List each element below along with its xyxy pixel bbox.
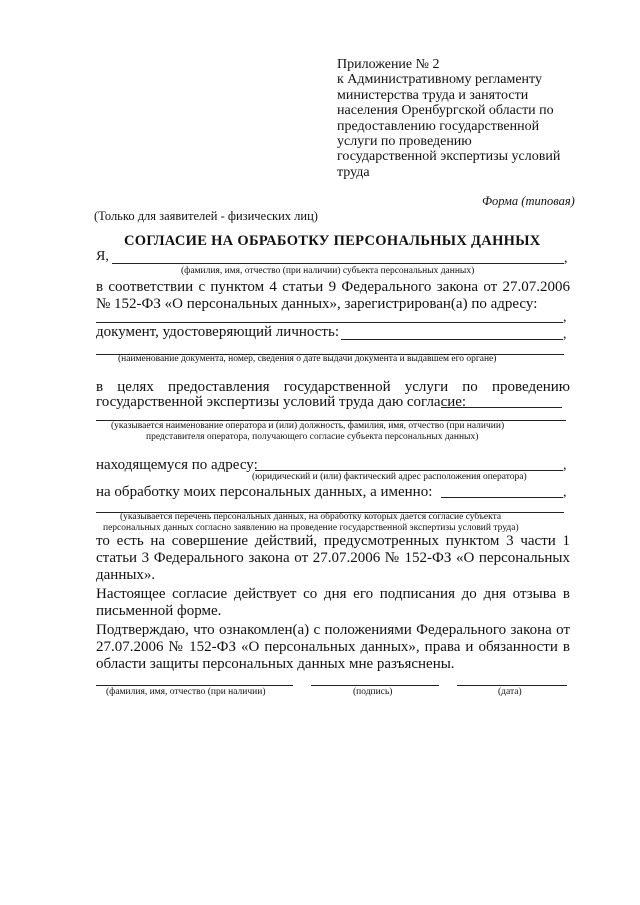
data-list-comma: , [563, 485, 567, 500]
caption-fio: (фамилия, имя, отчество (при наличии) субъекта персональных данных) [181, 266, 475, 276]
appendix-line: предоставлению государственной [337, 118, 540, 134]
document-field-line[interactable] [341, 339, 563, 340]
i-label: Я, [96, 249, 109, 264]
appendix-block [337, 57, 597, 180]
document-title: СОГЛАСИЕ НА ОБРАБОТКУ ПЕРСОНАЛЬНЫХ ДАННЫХ [124, 233, 541, 249]
document-field-comma: , [563, 327, 567, 342]
located-label: находящемуся по адресу: [96, 457, 258, 473]
accordance-line-1: в соответствии с пунктом 4 статьи 9 Федерального закона от 27.07.2006 [96, 279, 570, 295]
validity-line-1: Настоящее согласие действует со дня его подписания до дня отзыва в [96, 586, 570, 602]
caption-address: (юридический и (или) фактический адрес расположения оператора) [252, 472, 527, 482]
appendix-line: Приложение № 2 [337, 57, 440, 72]
operator-field-line[interactable] [441, 407, 562, 408]
fio-field-line[interactable] [112, 263, 564, 264]
appendix-line: услуги по проведению [337, 134, 472, 150]
actions-line-1: то есть на совершение действий, предусмотренных пунктом 3 части 1 [96, 533, 570, 549]
confirm-line-1: Подтверждаю, что ознакомлен(а) с положениями Федерального закона от [96, 622, 570, 638]
appendix-line: труда [337, 164, 370, 180]
operator-address-field-line[interactable] [255, 470, 563, 471]
purpose-line-1: в целях предоставления государственной услуги по проведению [96, 379, 570, 395]
appendix-line: к Административному регламенту [337, 72, 542, 88]
form-type-label: Форма (типовая) [482, 194, 575, 208]
data-list-field-line[interactable] [441, 497, 563, 498]
confirm-line-2: 27.07.2006 № 152-ФЗ «О персональных данных», права и обязанности в [96, 639, 570, 655]
signature-fio-caption: (фамилия, имя, отчество (при наличии) [106, 687, 266, 697]
address-field-line[interactable] [96, 322, 563, 323]
purpose-line-2: государственной экспертизы условий труда даю согласие: [96, 394, 467, 410]
processing-label: на обработку моих персональных данных, а именно: [96, 484, 433, 500]
confirm-line-3: области защиты персональных данных мне разъяснены. [96, 656, 455, 672]
fio-field-comma: , [564, 251, 568, 266]
appendix-line: государственной экспертизы условий [337, 149, 561, 165]
signature-sign-line[interactable] [311, 685, 439, 686]
validity-line-2: письменной форме. [96, 603, 222, 619]
accordance-line-2: № 152-ФЗ «О персональных данных», зарегистрирован(а) по адресу: [96, 296, 538, 312]
caption-operator-line-2: представителя оператора, получающего согласие субъекта персональных данных) [146, 432, 479, 442]
caption-operator-line-1: (указывается наименование оператора и (или) должность, фамилия, имя, отчество (при наличии) [111, 421, 505, 431]
appendix-line: населения Оренбургской области по [337, 103, 554, 119]
signature-sign-caption: (подпись) [353, 687, 393, 697]
address-field-comma: , [563, 310, 567, 325]
signature-fio-line[interactable] [96, 685, 293, 686]
applicants-note: (Только для заявителей - физических лиц) [94, 209, 318, 223]
signature-date-caption: (дата) [498, 687, 522, 697]
document-label: документ, удостоверяющий личность: [96, 324, 339, 340]
signature-date-line[interactable] [457, 685, 567, 686]
operator-address-comma: , [563, 458, 567, 473]
caption-document: (наименование документа, номер, сведения о дате выдачи документа и выдавшем его органе) [118, 354, 497, 364]
actions-line-3: данных». [96, 567, 156, 583]
caption-list-line-2: персональных данных согласно заявлению на проведение государственной экспертизы условий труда) [103, 523, 519, 533]
actions-line-2: статьи 3 Федерального закона от 27.07.2006 № 152-ФЗ «О персональных [96, 550, 570, 566]
caption-list-line-1: (указывается перечень персональных данных, на обработку которых дается согласие субъекта [120, 512, 502, 522]
appendix-line: министерства труда и занятости [337, 87, 529, 103]
